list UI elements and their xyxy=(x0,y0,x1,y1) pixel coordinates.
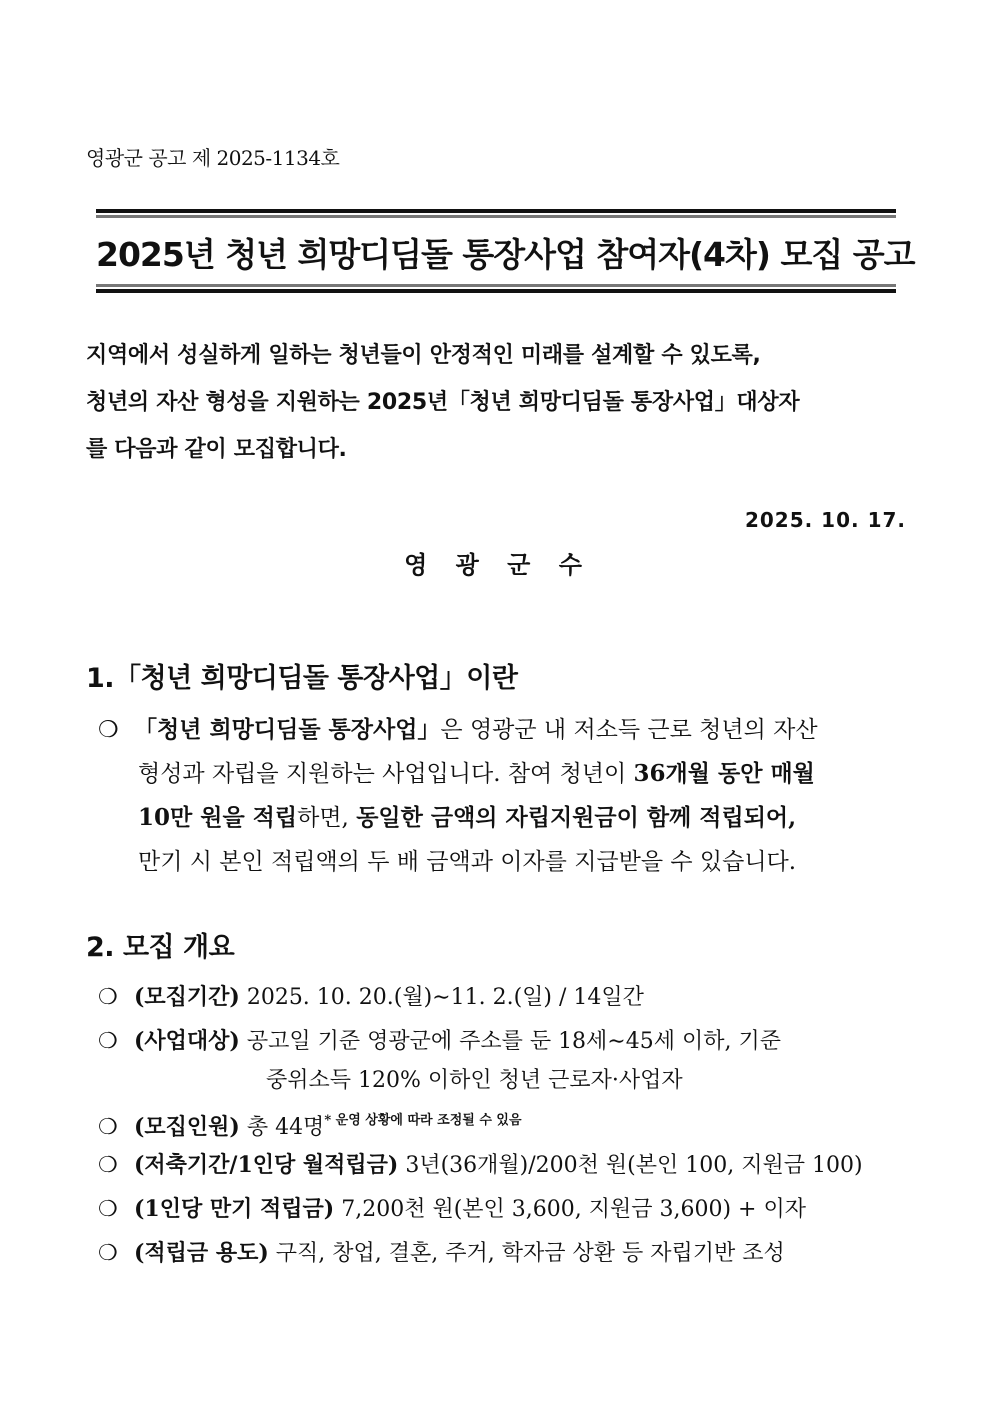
section-1-line xyxy=(98,752,912,796)
emphasis: 동일한 금액의 자립지원금이 함께 적립되어, xyxy=(356,804,797,831)
item-value: 공고일 기준 영광군에 주소를 둔 18세∼45세 이하, 기준 xyxy=(239,1029,781,1054)
item-label: (저축기간/1인당 월적립금) xyxy=(134,1152,399,1178)
text: 하면, xyxy=(297,805,357,831)
intro-paragraph xyxy=(86,332,912,473)
bullet-icon: ❍ xyxy=(98,1029,118,1054)
intro-line: 청년의 자산 형성을 지원하는 2025년「청년 희망디딤돌 통장사업」대상자 xyxy=(86,390,800,415)
section-2-heading: 2. 모집 개요 xyxy=(86,932,235,963)
emphasis: 36개월 동안 매월 xyxy=(633,760,815,787)
title-rule-top-inner xyxy=(96,215,896,218)
section-2-body xyxy=(98,975,912,1275)
bullet-icon: ❍ xyxy=(98,717,119,743)
item-value: 3년(36개월)/200천 원(본인 100, 지원금 100) xyxy=(398,1153,863,1178)
item-label: (모집기간) xyxy=(134,984,240,1010)
item-label: (모집인원) xyxy=(134,1114,240,1140)
title-box xyxy=(96,209,915,293)
section-1-body xyxy=(98,708,912,884)
title-rule-bottom-inner xyxy=(96,284,896,287)
list-item xyxy=(98,1231,912,1275)
list-item xyxy=(98,1187,912,1231)
item-label: (적립금 용도) xyxy=(134,1240,269,1266)
item-label: (사업대상) xyxy=(134,1028,240,1054)
item-value: 구직, 창업, 결혼, 주거, 학자금 상환 등 자립기반 조성 xyxy=(268,1241,785,1266)
bullet-icon: ❍ xyxy=(98,1115,118,1140)
intro-line: 지역에서 성실하게 일하는 청년들이 안정적인 미래를 설계할 수 있도록, xyxy=(86,343,761,368)
list-item xyxy=(98,1019,912,1063)
title-rule-bottom xyxy=(96,289,896,293)
list-item xyxy=(98,1099,912,1143)
program-name: 「청년 희망디딤돌 통장사업」 xyxy=(134,716,441,743)
section-1-heading: 1.「청년 희망디딤돌 통장사업」이란 xyxy=(86,663,518,694)
intro-line: 를 다음과 같이 모집합니다. xyxy=(86,437,347,462)
text: 형성과 자립을 지원하는 사업입니다. 참여 청년이 xyxy=(138,761,634,787)
notice-number: 영광군 공고 제 2025-1134호 xyxy=(86,146,340,170)
item-value: 2025. 10. 20.(월)∼11. 2.(일) / 14일간 xyxy=(239,985,644,1010)
item-value: 총 44명 xyxy=(239,1115,325,1140)
list-item xyxy=(98,975,912,1019)
section-1-line xyxy=(98,796,912,840)
item-value: 7,200천 원(본인 3,600, 지원금 3,600) + 이자 xyxy=(334,1197,806,1222)
item-label: (1인당 만기 적립금) xyxy=(134,1196,335,1222)
bullet-icon: ❍ xyxy=(98,1197,118,1222)
bullet-icon: ❍ xyxy=(98,1241,118,1266)
title-rule-top xyxy=(96,209,896,213)
item-note: * 운영 상황에 따라 조정될 수 있음 xyxy=(324,1113,522,1128)
text: 은 영광군 내 저소득 근로 청년의 자산 xyxy=(440,717,818,743)
emphasis: 10만 원을 적립 xyxy=(138,804,298,831)
bullet-icon: ❍ xyxy=(98,1153,118,1178)
list-item xyxy=(98,1143,912,1187)
section-1-line xyxy=(98,708,912,752)
signer: 영 광 군 수 xyxy=(404,551,588,579)
bullet-icon: ❍ xyxy=(98,985,118,1010)
section-1-line: 만기 시 본인 적립액의 두 배 금액과 이자를 지급받을 수 있습니다. xyxy=(138,849,797,875)
document-title: 2025년 청년 희망디딤돌 통장사업 참여자(4차) 모집 공고 xyxy=(96,235,915,274)
list-item-continuation: 중위소득 120% 이하인 청년 근로자·사업자 xyxy=(266,1068,683,1093)
notice-date: 2025. 10. 17. xyxy=(744,508,906,532)
